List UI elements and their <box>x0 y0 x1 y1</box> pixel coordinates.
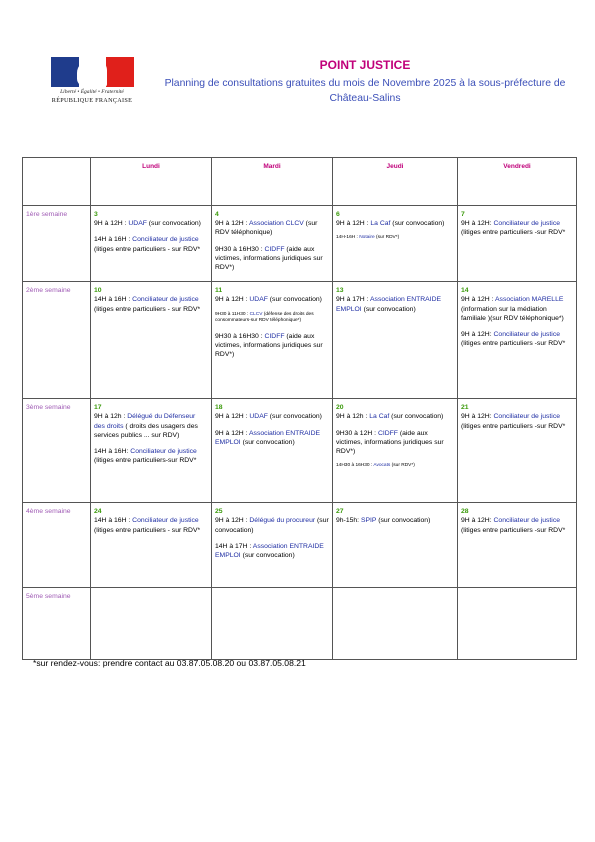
day-number: 3 <box>94 211 98 218</box>
consultation-entry <box>94 516 208 534</box>
day-number: 25 <box>215 508 223 516</box>
footnote: *sur rendez-vous: prendre contact au 03.87.05.08.20 ou 03.87.05.08.21 <box>33 658 306 668</box>
entry-details: (litiges entre particuliers - sur RDV* <box>94 526 201 534</box>
entry-organisation: Association ENTRAIDE EMPLOI <box>215 429 321 446</box>
consultation-entry <box>215 295 329 304</box>
entry-time: 9H à 12H : <box>215 296 250 304</box>
day-cell <box>212 282 333 399</box>
entry-time: 9h-15h: <box>336 517 361 525</box>
day-cell <box>333 282 458 399</box>
entry-organisation: UDAF <box>249 413 268 421</box>
entry-organisation: Avocats <box>373 463 391 469</box>
entry-time: 14H à 16H : <box>94 236 133 244</box>
entry-time: 9H30 à 11H30 : <box>215 311 250 317</box>
entry-organisation: UDAF <box>249 296 268 304</box>
consultation-entry <box>461 219 573 237</box>
page-subtitle: Planning de consultations gratuites du mois de Novembre 2025 à la sous-préfecture de Château-Salins <box>164 78 566 104</box>
entry-details: (litiges entre particuliers - sur RDV* <box>94 245 201 253</box>
entry-time: 14H à 16H: <box>94 448 131 456</box>
entry-organisation: Conciliateur de justice <box>493 413 560 421</box>
day-cell <box>458 588 577 660</box>
day-cell <box>333 206 458 282</box>
entry-details: (sur convocation) <box>376 517 431 525</box>
day-number: 6 <box>336 211 340 218</box>
day-number: 28 <box>461 508 469 516</box>
logo-republic: RÉPUBLIQUE FRANÇAISE <box>51 97 133 104</box>
entry-organisation: Délégué du Défenseur des droits <box>94 413 196 430</box>
day-cell <box>212 399 333 503</box>
day-number: 10 <box>94 287 102 295</box>
day-cell <box>91 282 212 399</box>
entry-details: (litiges entre particuliers -sur RDV* <box>461 340 566 348</box>
entry-organisation: Conciliateur de justice <box>130 448 197 456</box>
entry-time: 9H à 12H : <box>215 413 250 421</box>
day-cell <box>91 588 212 660</box>
header-corner <box>23 158 91 206</box>
day-number: 24 <box>94 508 102 516</box>
table-row <box>23 282 577 399</box>
day-number: 14 <box>461 287 469 295</box>
entry-details: (sur RDV téléphonique) <box>215 220 318 237</box>
consultation-entry <box>215 245 329 273</box>
column-header: Lundi <box>91 158 212 206</box>
consultation-entry <box>94 447 208 465</box>
week-label: 2ème semaine <box>23 282 91 399</box>
consultation-entry <box>215 332 329 360</box>
marianne-flag-icon <box>51 57 134 87</box>
day-number: 18 <box>215 404 223 412</box>
entry-details: (litiges entre particuliers -sur RDV* <box>461 229 566 237</box>
week-label: 5ème semaine <box>23 588 91 660</box>
entry-organisation: SPIP <box>360 517 377 525</box>
table-header-row <box>23 158 577 206</box>
entry-organisation: Conciliateur de justice <box>493 220 560 228</box>
table-row <box>23 206 577 282</box>
consultation-entry <box>215 542 329 560</box>
day-cell <box>458 399 577 503</box>
consultation-entry <box>336 219 454 228</box>
entry-time: 9H à 17H : <box>336 296 371 304</box>
entry-organisation: La Caf <box>370 220 391 228</box>
day-number: 20 <box>336 404 344 412</box>
entry-time: 9H à 12H : <box>215 220 250 228</box>
entry-time: 9H à 12H : <box>94 220 129 228</box>
entry-organisation: Conciliateur de justice <box>132 296 199 304</box>
table-row <box>23 503 577 588</box>
entry-details: (sur convocation) <box>389 413 444 421</box>
consultation-entry <box>336 295 454 313</box>
entry-organisation: CIDFF <box>377 429 398 437</box>
entry-time: 9H à 12h : <box>94 413 128 421</box>
day-cell <box>212 503 333 588</box>
day-number: 4 <box>215 211 219 218</box>
consultation-entry <box>336 463 454 470</box>
day-cell <box>333 588 458 660</box>
entry-organisation: UDAF <box>128 220 147 228</box>
entry-details: (aide aux victimes, informations juridiques sur RDV*) <box>215 332 323 359</box>
day-number: 7 <box>461 211 465 218</box>
week-label: 3ème semaine <box>23 399 91 503</box>
consultation-entry <box>336 429 454 457</box>
consultation-entry <box>461 330 573 348</box>
entry-organisation: La Caf <box>369 413 390 421</box>
table-row <box>23 588 577 660</box>
consultation-entry <box>94 412 208 440</box>
entry-time: 9H à 12h : <box>336 413 370 421</box>
day-number: 11 <box>215 287 223 295</box>
logo-motto: Liberté • Égalité • Fraternité <box>60 89 124 95</box>
entry-time: 9H30 à 16H30 : <box>215 245 265 253</box>
entry-details: (sur convocation) <box>146 220 201 228</box>
day-cell <box>212 206 333 282</box>
entry-details: (sur convocation) <box>240 438 295 446</box>
consultation-entry <box>215 429 329 447</box>
entry-time: 14H à 16H : <box>94 517 133 525</box>
entry-organisation: Conciliateur de justice <box>493 517 560 525</box>
entry-details: (aide aux victimes, informations juridiques sur RDV*) <box>336 429 444 456</box>
entry-time: 14H30 à 16H30 : <box>336 463 374 469</box>
consultation-entry <box>336 516 454 525</box>
entry-details: (sur convocation) <box>267 296 322 304</box>
entry-organisation: Délégué du procureur <box>249 517 316 525</box>
consultation-entry <box>215 312 329 325</box>
entry-details: (litiges entre particuliers-sur RDV* <box>94 457 197 465</box>
day-cell <box>91 503 212 588</box>
entry-time: 9H à 12H : <box>215 517 250 525</box>
entry-details: (litiges entre particuliers -sur RDV* <box>461 422 566 430</box>
entry-organisation: CIDFF <box>264 245 285 253</box>
entry-organisation: Association MARELLE <box>495 296 564 304</box>
entry-details: (défense des droits des consommateurs-sur RDV téléphonique*) <box>215 311 314 324</box>
day-cell <box>458 282 577 399</box>
consultation-entry <box>336 412 454 421</box>
consultation-entry <box>94 235 208 253</box>
entry-time: 14H à 16H : <box>94 296 133 304</box>
column-header: Jeudi <box>333 158 458 206</box>
week-label: 1ère semaine <box>23 206 91 282</box>
entry-organisation: Notaire <box>359 235 375 241</box>
republique-francaise-logo <box>49 57 135 107</box>
entry-time: 14H à 17H : <box>215 542 253 550</box>
entry-details: (sur RDV*) <box>390 463 415 469</box>
column-header: Mardi <box>212 158 333 206</box>
entry-time: 9H30 à 16H30 : <box>215 332 265 340</box>
entry-time: 14H-16H : <box>336 235 360 241</box>
entry-organisation: Association ENTRAIDE EMPLOI <box>215 542 324 560</box>
consultation-entry <box>94 295 208 313</box>
day-number: 27 <box>336 508 344 516</box>
entry-details: (litiges entre particuliers - sur RDV* <box>94 305 201 313</box>
entry-organisation: CLCV <box>249 311 263 317</box>
entry-details: (sur RDV*) <box>374 235 400 241</box>
day-number: 17 <box>94 404 102 412</box>
day-cell <box>333 503 458 588</box>
entry-details: (sur convocation) <box>361 305 416 313</box>
table-row <box>23 399 577 503</box>
consultation-entry <box>215 516 329 534</box>
consultation-entry <box>461 412 573 430</box>
entry-details: (sur convocation) <box>215 517 329 534</box>
entry-organisation: Conciliateur de justice <box>493 331 560 339</box>
entry-details: (aide aux victimes, informations juridiques sur RDV*) <box>215 245 323 272</box>
consultation-entry <box>336 235 454 242</box>
entry-time: 9H à 12H: <box>461 517 494 525</box>
entry-time: 9H à 12H : <box>336 220 371 228</box>
day-cell <box>91 206 212 282</box>
entry-organisation: Association ENTRAIDE EMPLOI <box>336 296 442 313</box>
entry-organisation: Conciliateur de justice <box>132 236 199 244</box>
entry-details: (litiges entre particuliers -sur RDV* <box>461 526 566 534</box>
entry-time: 9H30 à 12H : <box>336 429 378 437</box>
entry-time: 9H à 12H: <box>461 220 494 228</box>
entry-details: (sur convocation) <box>240 552 295 560</box>
day-cell <box>333 399 458 503</box>
entry-time: 9H à 12H : <box>461 296 496 304</box>
day-cell <box>458 503 577 588</box>
day-number: 13 <box>336 287 344 295</box>
entry-time: 9H à 12H: <box>461 413 494 421</box>
consultation-entry <box>215 219 329 237</box>
entry-organisation: Conciliateur de justice <box>132 517 199 525</box>
day-number: 21 <box>461 404 469 412</box>
consultation-entry <box>94 219 208 228</box>
entry-organisation: CIDFF <box>264 332 285 340</box>
consultation-entry <box>461 295 573 323</box>
consultation-entry <box>461 516 573 534</box>
entry-time: 9H à 12H : <box>215 429 250 437</box>
day-cell <box>91 399 212 503</box>
entry-details: ( droits des usagers des services publics ... sur RDV) <box>94 422 198 439</box>
week-label: 4ème semaine <box>23 503 91 588</box>
column-header: Vendredi <box>458 158 577 206</box>
consultation-entry <box>215 412 329 421</box>
entry-time: 9H à 12H: <box>461 331 494 339</box>
entry-details: (information sur la médiation familiale )(sur RDV téléphonique*) <box>461 305 564 322</box>
day-cell <box>212 588 333 660</box>
entry-details: (sur convocation) <box>390 220 445 228</box>
entry-details: (sur convocation) <box>267 413 322 421</box>
planning-table <box>22 157 577 660</box>
day-cell <box>458 206 577 282</box>
entry-organisation: Association CLCV <box>249 220 304 228</box>
page-title: POINT JUSTICE <box>319 58 411 72</box>
